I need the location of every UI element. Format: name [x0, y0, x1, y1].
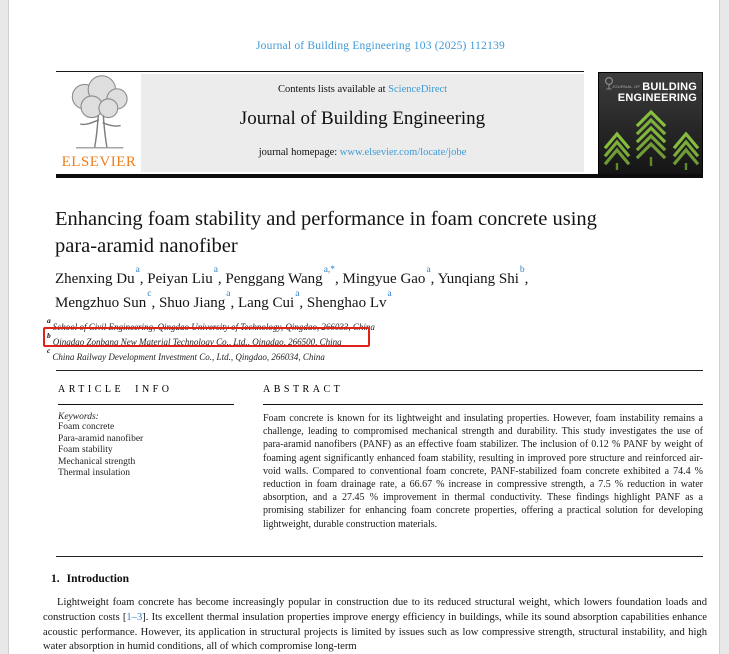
- author-name: Mingyue Gao: [342, 271, 426, 287]
- affiliation-text: Qingdao Zonbang New Material Technology Co., Ltd., Qingdao, 266500, China: [52, 337, 342, 347]
- abstract-text: Foam concrete is known for its lightweight and insulating properties. However, foam instability remains a challenge, leading to compromised mechanical strength and durability. This study investigates the use of para-aramid nanofibers (PANF) as an effective foam stabilizer. The inclusion of 0.12 % PANF by weight of foaming agent significantly enhanced foam stability, resulting in improved pore structure and reinforced air-void walls. Compared to conventional foam concrete, PANF-stabilized foam concrete exhibited a 74.4 % reduction in foam drainage rate, a 66.67 % increase in compressive strength, a 7.5 % reduction in water absorption, and a 27.45 % improvement in thermal conductivity. These findings highlight PANF as a promising stabilizer for enhancing foam concrete properties, offering a practical solution for developing lightweight, durable construction materials.: [263, 413, 703, 530]
- author-name: Lang Cui: [237, 294, 295, 311]
- keyword-item: Mechanical strength: [58, 456, 136, 467]
- affiliation-item: [47, 348, 667, 363]
- author: [437, 265, 529, 287]
- elsevier-wordmark: ELSEVIER: [61, 154, 137, 170]
- introduction-paragraph: [43, 596, 707, 654]
- contents-prefix: Contents lists available at: [277, 84, 389, 95]
- author-name: Mengzhuo Sun: [55, 294, 147, 311]
- article-info-heading: ARTICLE INFO: [58, 384, 173, 395]
- author-affil-sup[interactable]: a: [226, 288, 231, 299]
- affiliation-sup: b: [47, 331, 51, 340]
- journal-header-band: [141, 74, 584, 172]
- affiliation-text: China Railway Development Investment Co., Ltd., Qingdao, 266034, China: [52, 352, 325, 362]
- abstract-bottom-rule: [56, 556, 703, 557]
- author-affil-sup[interactable]: a: [426, 265, 431, 275]
- author: [55, 288, 159, 311]
- author-affil-sup[interactable]: b: [519, 265, 525, 275]
- author-line1: [55, 266, 675, 290]
- author-name: Zhenxing Du: [55, 271, 135, 287]
- author: [342, 265, 438, 287]
- cover-title-line2: ENGINEERING: [617, 91, 697, 104]
- cover-title-line1: BUILDING: [642, 81, 697, 93]
- author: [158, 288, 238, 311]
- affiliation-text: School of Civil Engineering, Qingdao University of Technology, Qingdao, 266033, China: [52, 322, 375, 332]
- author-affil-sup[interactable]: a: [135, 265, 140, 275]
- pdf-page: [8, 0, 720, 654]
- author-separator: ,: [217, 271, 226, 287]
- abstract-rule: [263, 404, 703, 405]
- intro-text-after-ref: ]. Its excellent thermal insulation properties improve energy efficiency in buildings, while its sound absorption capabilities enhance acoustic performance. However, its application in structural projects is limited by issues such as low compressive strength, structural instability, and high water absorption in humid conditions, all of which compromise long-term: [43, 611, 707, 653]
- keyword-item: Thermal insulation: [58, 468, 131, 479]
- homepage-line: [141, 147, 584, 158]
- author: [306, 288, 392, 311]
- homepage-url-link[interactable]: www.elsevier.com/locate/jobe: [339, 147, 467, 158]
- keyword-item: Para-aramid nanofiber: [58, 433, 144, 444]
- author-separator: ,: [299, 294, 307, 311]
- affiliation-separator-rule: [56, 370, 703, 371]
- homepage-prefix: journal homepage:: [258, 147, 340, 158]
- article-title: [55, 206, 655, 260]
- author-name: Peiyan Liu: [147, 271, 213, 287]
- elsevier-tree-icon: [63, 75, 135, 153]
- cover-title: [612, 82, 697, 103]
- journal-title: Journal of Building Engineering: [239, 108, 486, 129]
- author-separator: ,: [151, 294, 159, 311]
- author-separator: ,: [335, 271, 343, 287]
- author-line2: [55, 290, 675, 314]
- header-top-rule: [56, 71, 584, 72]
- keyword-item: Foam stability: [58, 445, 113, 456]
- author-affil-sup[interactable]: a,*: [323, 265, 336, 275]
- author-name: Shuo Jiang: [158, 294, 226, 311]
- keywords-list: [58, 422, 248, 480]
- cover-journal-of: JOURNAL OF: [612, 84, 641, 89]
- author-separator: ,: [230, 294, 238, 311]
- red-highlight-annotation-box: [43, 327, 370, 347]
- contents-line: [141, 74, 584, 95]
- reference-link[interactable]: 1–3: [126, 611, 143, 623]
- keyword-item: Foam concrete: [58, 422, 115, 432]
- article-info-section: [58, 384, 248, 480]
- journal-cover-thumbnail[interactable]: [598, 72, 703, 177]
- author-affil-sup[interactable]: a: [387, 288, 392, 299]
- intro-text-before-ref: Lightweight foam concrete has become increasingly popular in construction due to its reduced structural weight, which lowers foundation loads and construction costs [: [43, 597, 707, 623]
- sciencedirect-link[interactable]: ScienceDirect: [388, 84, 448, 95]
- author: [225, 265, 343, 287]
- article-title-line1: Enhancing foam stability and performance in foam concrete using: [55, 208, 597, 230]
- elsevier-logo[interactable]: [58, 75, 140, 172]
- author: [237, 288, 307, 311]
- article-info-rule: [58, 404, 234, 405]
- citation-header-link[interactable]: Journal of Building Engineering 103 (2025) 112139: [256, 40, 505, 52]
- author-name: Penggang Wang: [225, 271, 323, 287]
- author-list: [55, 266, 675, 313]
- cover-trees-icon: [599, 106, 703, 174]
- author-affil-sup[interactable]: a: [295, 288, 300, 299]
- section-number: 1.: [51, 573, 60, 585]
- section-title: Introduction: [66, 573, 130, 585]
- abstract-heading: ABSTRACT: [263, 384, 344, 395]
- header-bottom-rule: [56, 174, 703, 178]
- article-title-line2: para-aramid nanofiber: [55, 235, 238, 257]
- author: [55, 265, 148, 287]
- author-affil-sup[interactable]: a: [213, 265, 218, 275]
- author-name: Yunqiang Shi: [437, 271, 519, 287]
- author-separator: ,: [430, 271, 438, 287]
- keywords-label: Keywords:: [58, 412, 99, 422]
- author-name: Shenghao Lv: [306, 294, 387, 311]
- introduction-heading: [51, 573, 129, 585]
- author-separator: ,: [139, 271, 148, 287]
- author-separator: ,: [524, 271, 529, 287]
- abstract-section: [263, 384, 703, 531]
- author-affil-sup[interactable]: c: [147, 288, 152, 299]
- affiliation-sup: a: [47, 316, 51, 325]
- affiliation-sup: c: [47, 346, 51, 355]
- author: [147, 265, 226, 287]
